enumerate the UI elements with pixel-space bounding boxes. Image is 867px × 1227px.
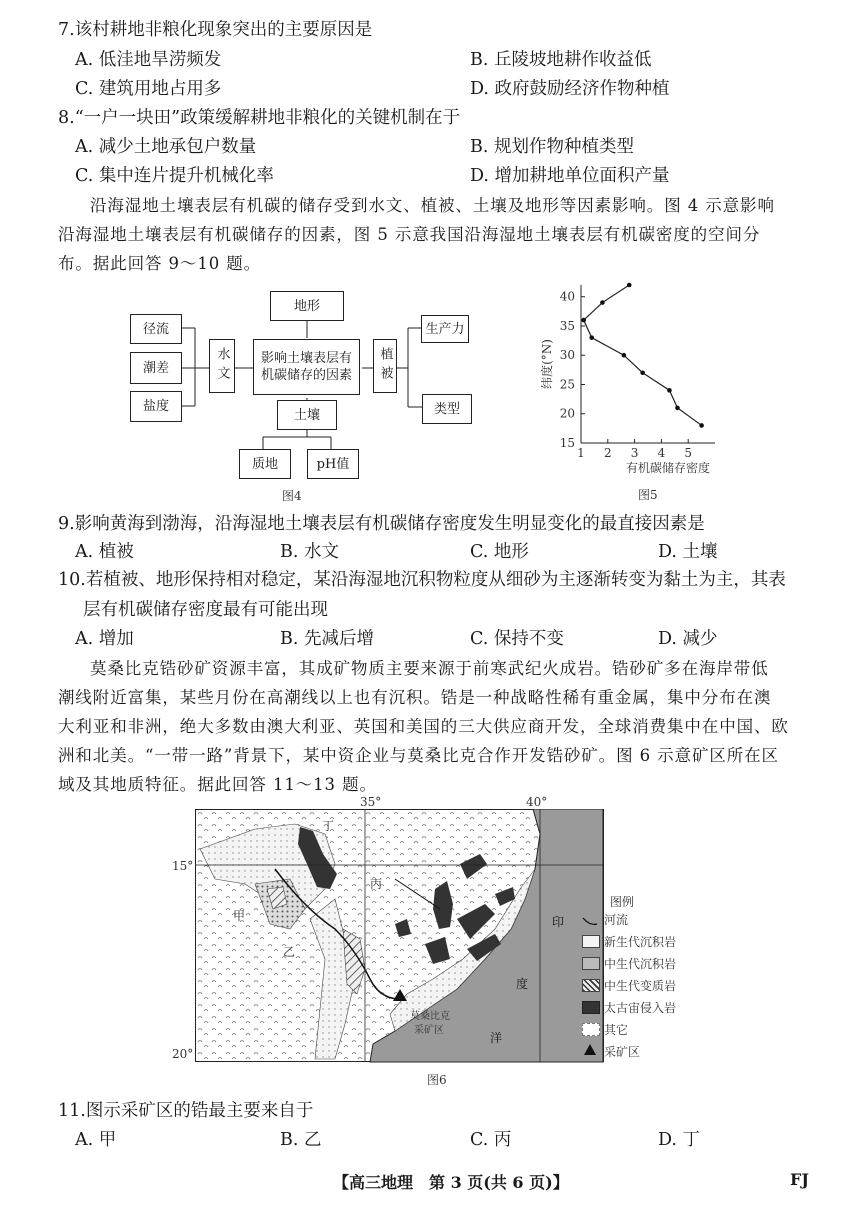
fig4-box-hydrology: 水文 (209, 339, 235, 393)
fig4-caption: 图4 (282, 489, 302, 503)
q8-option-b[interactable]: B. 规划作物种植类型 (470, 137, 634, 157)
data-point (627, 283, 632, 288)
q11-option-b[interactable]: B. 乙 (280, 1130, 322, 1150)
fig4-box-runoff: 径流 (130, 314, 182, 344)
fig4-box-vegetation: 植被 (373, 339, 397, 393)
fig6-sea-label-1: 印 (552, 915, 565, 929)
y-tick-label: 40 (559, 289, 575, 304)
fig4-box-center: 影响土壤表层有机碳储存的因素 (253, 339, 360, 395)
fig6-caption: 图6 (427, 1073, 447, 1087)
y-tick-label: 15 (559, 436, 575, 450)
q9-option-b[interactable]: B. 水文 (280, 542, 339, 562)
x-tick-label: 4 (657, 446, 666, 460)
intro2-line-3: 大利亚和非洲，绝大多数由澳大利亚、英国和美国的三大供应商开发，全球消费集中在中国、欧 (58, 717, 789, 736)
fig4-box-terrain: 地形 (270, 291, 344, 321)
data-point (581, 318, 586, 323)
fig6-label-jia: 甲 (233, 909, 246, 923)
fig6-lon-35: 35° (360, 795, 382, 809)
q9-option-a[interactable]: A. 植被 (75, 542, 134, 562)
y-tick-label: 35 (559, 318, 575, 333)
y-axis-title: 纬度(°N) (540, 339, 554, 389)
legend-label-archean: 太古宙侵入岩 (604, 1001, 677, 1015)
q9-option-c[interactable]: C. 地形 (470, 542, 529, 562)
q10-option-b[interactable]: B. 先减后增 (280, 629, 374, 649)
fig6-label-yi: 乙 (283, 945, 296, 959)
fig6-lon-40: 40° (526, 795, 548, 809)
fig6-mine-label-1: 莫桑比克 (410, 1011, 450, 1022)
data-point (699, 423, 704, 428)
legend-label-mine: 采矿区 (604, 1045, 641, 1059)
q9-stem: 9.影响黄海到渤海，沿海湿地土壤表层有机碳储存密度发生明显变化的最直接因素是 (58, 514, 705, 534)
figure-4 (125, 285, 505, 505)
y-tick-label: 30 (559, 348, 575, 363)
legend-mine-icon (584, 1044, 596, 1055)
legend-label-cenozoic: 新生代沉积岩 (604, 935, 677, 949)
y-tick-label: 20 (559, 406, 575, 421)
q7-option-a[interactable]: A. 低洼地旱涝频发 (75, 50, 222, 70)
q7-stem: 7.该村耕地非粮化现象突出的主要原因是 (58, 20, 373, 40)
fig4-box-salinity: 盐度 (130, 391, 182, 422)
data-point (640, 370, 645, 375)
legend-label-river: 河流 (604, 913, 629, 927)
data-series-line (584, 285, 702, 425)
fig5-caption: 图5 (638, 488, 658, 502)
x-axis-title: 有机碳储存密度 (625, 461, 711, 475)
fig4-box-productivity: 生产力 (421, 315, 469, 343)
legend-mesozoic-sed-icon (582, 957, 600, 970)
intro2-line-5: 域及其地质特征。据此回答 11～13 题。 (58, 775, 377, 794)
q10-option-d[interactable]: D. 减少 (658, 629, 718, 649)
fig6-legend-title: 图例 (610, 895, 635, 909)
q11-option-a[interactable]: A. 甲 (75, 1130, 117, 1150)
fig4-box-soil: 土壤 (277, 400, 337, 430)
x-tick-label: 5 (684, 446, 693, 460)
q7-option-d[interactable]: D. 政府鼓励经济作物种植 (470, 79, 670, 99)
intro2-line-2: 潮线附近富集，某些月份在高潮线以上也有沉积。锆是一种战略性稀有重金属，集中分布在澳 (58, 688, 772, 707)
q11-option-c[interactable]: C. 丙 (470, 1130, 512, 1150)
q7-option-c[interactable]: C. 建筑用地占用多 (75, 79, 222, 99)
q10-stem-line-2: 层有机碳储存密度最有可能出现 (83, 600, 328, 620)
fig6-label-ding: 丁 (322, 819, 335, 833)
page-footer: 【高三地理 第 3 页(共 6 页)】 (333, 1173, 569, 1192)
fig6-map (195, 809, 605, 1064)
fig6-lat-20: 20° (172, 1047, 194, 1061)
q11-option-d[interactable]: D. 丁 (658, 1130, 701, 1150)
fig4-box-texture: 质地 (239, 449, 291, 479)
legend-cenozoic-icon (582, 935, 600, 948)
legend-river-icon (582, 913, 598, 925)
data-point (622, 353, 627, 358)
intro1-line-3: 布。据此回答 9～10 题。 (58, 254, 262, 273)
q8-stem: 8.“一户一块田”政策缓解耕地非粮化的关键机制在于 (58, 108, 461, 128)
data-point (667, 388, 672, 393)
q10-option-c[interactable]: C. 保持不变 (470, 629, 564, 649)
y-tick-label: 25 (559, 377, 575, 392)
fig6-lat-15: 15° (172, 859, 194, 873)
q7-option-b[interactable]: B. 丘陵坡地耕作收益低 (470, 50, 652, 70)
intro1-line-2: 沿海湿地土壤表层有机碳储存的因素，图 5 示意我国沿海湿地土壤表层有机碳密度的空间分 (58, 225, 761, 244)
q9-option-d[interactable]: D. 土壤 (658, 542, 718, 562)
legend-mesozoic-meta-icon (582, 979, 600, 992)
fig6-mine-label-2: 采矿区 (414, 1025, 444, 1036)
fig4-box-ph: pH值 (307, 449, 359, 479)
fig4-box-type: 类型 (422, 394, 472, 424)
figure-5-chart (535, 275, 765, 500)
data-point (589, 335, 594, 340)
x-tick-label: 1 (577, 446, 585, 460)
data-point (600, 300, 605, 305)
legend-archean-icon (582, 1001, 600, 1014)
x-tick-label: 3 (630, 446, 639, 460)
q10-option-a[interactable]: A. 增加 (75, 629, 134, 649)
legend-label-mesozoic-sed: 中生代沉积岩 (604, 957, 677, 971)
fig6-sea-label-2: 度 (516, 977, 529, 991)
intro2-line-4: 洲和北美。“一带一路”背景下，某中资企业与莫桑比克合作开发锆砂矿。图 6 示意矿区所在区 (58, 746, 779, 765)
q8-option-a[interactable]: A. 减少土地承包户数量 (75, 137, 257, 157)
legend-label-other: 其它 (604, 1023, 629, 1037)
q8-option-c[interactable]: C. 集中连片提升机械化率 (75, 166, 274, 186)
intro1-line-1: 沿海湿地土壤表层有机碳的储存受到水文、植被、土壤及地形等因素影响。图 4 示意影响 (90, 196, 775, 215)
fig6-sea-label-3: 洋 (490, 1031, 503, 1045)
q10-stem-line-1: 10.若植被、地形保持相对稳定，某沿海湿地沉积物粒度从细砂为主逐渐转变为黏土为主，其表 (58, 570, 786, 590)
fig6-label-bing: 丙 (370, 877, 383, 891)
intro2-line-1: 莫桑比克锆砂矿资源丰富，其成矿物质主要来源于前寒武纪火成岩。锆砂矿多在海岸带低 (90, 659, 769, 678)
q11-stem: 11.图示采矿区的锆最主要来自于 (58, 1101, 314, 1121)
legend-other-icon (582, 1023, 600, 1036)
q8-option-d[interactable]: D. 增加耕地单位面积产量 (470, 166, 670, 186)
legend-label-mesozoic-meta: 中生代变质岩 (604, 979, 677, 993)
fig4-box-tidal-range: 潮差 (130, 352, 182, 384)
paper-code: FJ (790, 1170, 809, 1189)
figure-6 (170, 795, 700, 1087)
data-point (675, 406, 680, 411)
x-tick-label: 2 (603, 446, 612, 460)
